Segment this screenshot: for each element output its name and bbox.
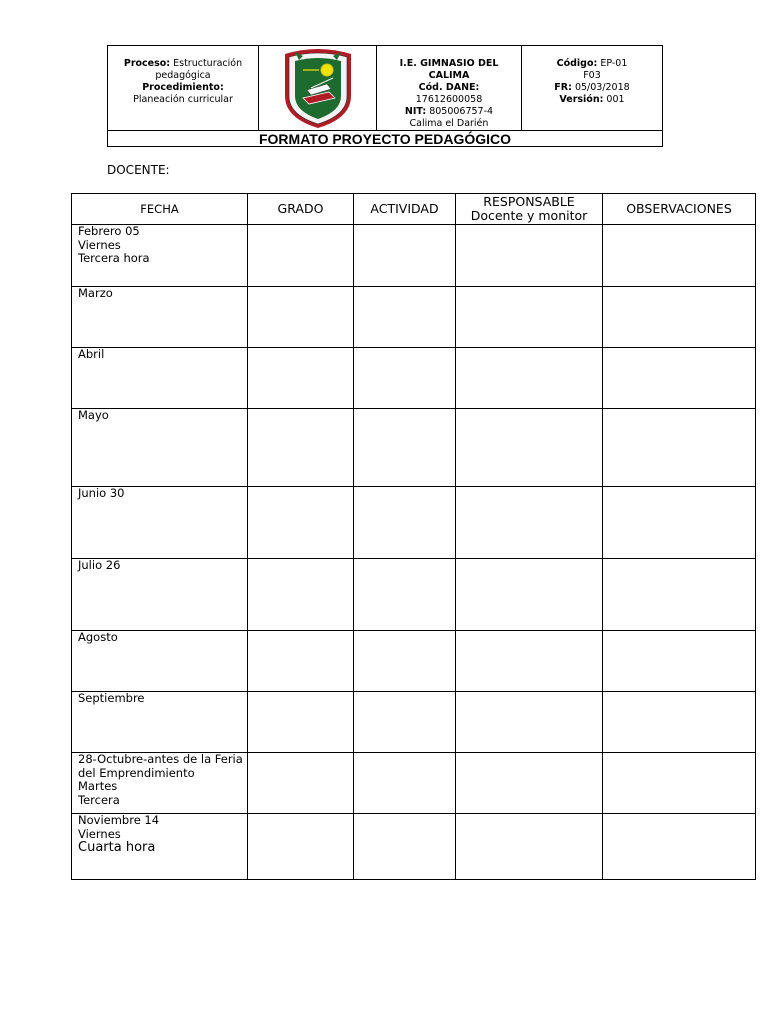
fecha-cell	[72, 753, 248, 814]
fr-value: 05/03/2018	[574, 82, 630, 93]
fecha-line: 28-Octubre-antes de la Feria	[78, 752, 243, 766]
observaciones-cell	[603, 487, 756, 559]
fecha-cell	[72, 348, 248, 409]
fecha-line: Cuarta hora	[78, 840, 156, 855]
actividad-cell	[354, 348, 456, 409]
fecha-line: Marzo	[78, 286, 113, 300]
table-header-row	[72, 194, 756, 225]
fr-label: FR:	[554, 82, 572, 93]
fecha-cell	[72, 631, 248, 692]
grado-cell	[248, 631, 354, 692]
version-value: 001	[606, 94, 625, 105]
version-label: Versión:	[559, 94, 604, 105]
actividad-cell	[354, 287, 456, 348]
responsable-header-line2: Docente y monitor	[470, 208, 588, 223]
document-header	[107, 45, 663, 147]
column-header-grado: GRADO	[248, 194, 354, 225]
fecha-line: Mayo	[78, 408, 109, 422]
actividad-cell	[354, 814, 456, 880]
fecha-cell	[72, 287, 248, 348]
table-row	[72, 753, 756, 814]
fecha-line: Noviembre 14	[78, 813, 160, 827]
actividad-cell	[354, 225, 456, 287]
location-text: Calima el Darién	[409, 118, 489, 129]
observaciones-cell	[603, 631, 756, 692]
responsable-cell	[456, 753, 603, 814]
observaciones-cell	[603, 225, 756, 287]
logo-cell	[259, 46, 377, 130]
responsable-cell	[456, 631, 603, 692]
actividad-cell	[354, 409, 456, 487]
table-row	[72, 814, 756, 880]
observaciones-cell	[603, 814, 756, 880]
procedimiento-label: Procedimiento:	[142, 82, 224, 93]
observaciones-cell	[603, 287, 756, 348]
fecha-cell	[72, 692, 248, 753]
observaciones-cell	[603, 692, 756, 753]
grado-cell	[248, 753, 354, 814]
responsable-cell	[456, 348, 603, 409]
fecha-cell	[72, 814, 248, 880]
fecha-line: Septiembre	[78, 691, 145, 705]
nit-label: NIT:	[404, 106, 427, 117]
responsable-header-line1: RESPONSABLE	[483, 194, 575, 209]
table-row	[72, 348, 756, 409]
fecha-cell	[72, 225, 248, 287]
responsable-cell	[456, 814, 603, 880]
table-row	[72, 225, 756, 287]
table-row	[72, 487, 756, 559]
dane-label: Cód. DANE:	[418, 82, 480, 93]
actividad-cell	[354, 487, 456, 559]
fecha-line: Agosto	[78, 630, 118, 644]
institution-name-line2: CALIMA	[428, 70, 470, 81]
fecha-line: Viernes	[78, 237, 121, 252]
actividad-cell	[354, 631, 456, 692]
dane-value: 17612600058	[415, 94, 483, 105]
institution-name-line1: I.E. GIMNASIO DEL	[399, 58, 499, 69]
fecha-line: Junio 30	[78, 486, 125, 500]
grado-cell	[248, 487, 354, 559]
fecha-line: Julio 26	[78, 558, 121, 572]
proceso-label: Proceso:	[123, 58, 171, 69]
proceso-value: Estructuración pedagógica	[155, 58, 243, 81]
grado-cell	[248, 287, 354, 348]
procedimiento-value: Planeación curricular	[133, 94, 233, 105]
fecha-line: Tercera hora	[78, 251, 150, 265]
column-header-fecha: FECHA	[72, 194, 248, 225]
responsable-cell	[456, 559, 603, 631]
nit-value: 805006757-4	[429, 106, 494, 117]
project-table	[71, 193, 756, 880]
process-cell	[108, 46, 259, 130]
fecha-line: del Emprendimiento	[78, 765, 195, 780]
observaciones-cell	[603, 348, 756, 409]
document-code-cell	[522, 46, 662, 130]
actividad-cell	[354, 559, 456, 631]
fecha-cell	[72, 487, 248, 559]
responsable-cell	[456, 487, 603, 559]
fecha-line: Viernes	[78, 826, 121, 841]
observaciones-cell	[603, 409, 756, 487]
fecha-line: Abril	[78, 347, 105, 361]
fecha-cell	[72, 559, 248, 631]
grado-cell	[248, 409, 354, 487]
observaciones-cell	[603, 559, 756, 631]
observaciones-cell	[603, 753, 756, 814]
column-header-observaciones: OBSERVACIONES	[603, 194, 756, 225]
institution-cell	[377, 46, 522, 130]
actividad-cell	[354, 753, 456, 814]
grado-cell	[248, 814, 354, 880]
grado-cell	[248, 692, 354, 753]
responsable-cell	[456, 287, 603, 348]
table-row	[72, 631, 756, 692]
fecha-cell	[72, 409, 248, 487]
codigo-label: Código:	[556, 58, 598, 69]
document-title: FORMATO PROYECTO PEDAGÓGICO	[108, 130, 662, 147]
responsable-cell	[456, 409, 603, 487]
fecha-line: Tercera	[78, 792, 120, 807]
school-crest-logo	[259, 46, 377, 130]
grado-cell	[248, 559, 354, 631]
table-row	[72, 559, 756, 631]
column-header-actividad: ACTIVIDAD	[354, 194, 456, 225]
docente-label: DOCENTE:	[107, 163, 170, 177]
grado-cell	[248, 225, 354, 287]
responsable-cell	[456, 225, 603, 287]
codigo-value: EP-01	[600, 58, 628, 69]
grado-cell	[248, 348, 354, 409]
table-row	[72, 692, 756, 753]
actividad-cell	[354, 692, 456, 753]
responsable-cell	[456, 692, 603, 753]
column-header-responsable	[456, 194, 603, 225]
fecha-line: Febrero 05	[78, 224, 140, 238]
table-row	[72, 287, 756, 348]
codigo-line2: F03	[583, 70, 601, 81]
fecha-line: Martes	[78, 779, 118, 793]
table-row	[72, 409, 756, 487]
